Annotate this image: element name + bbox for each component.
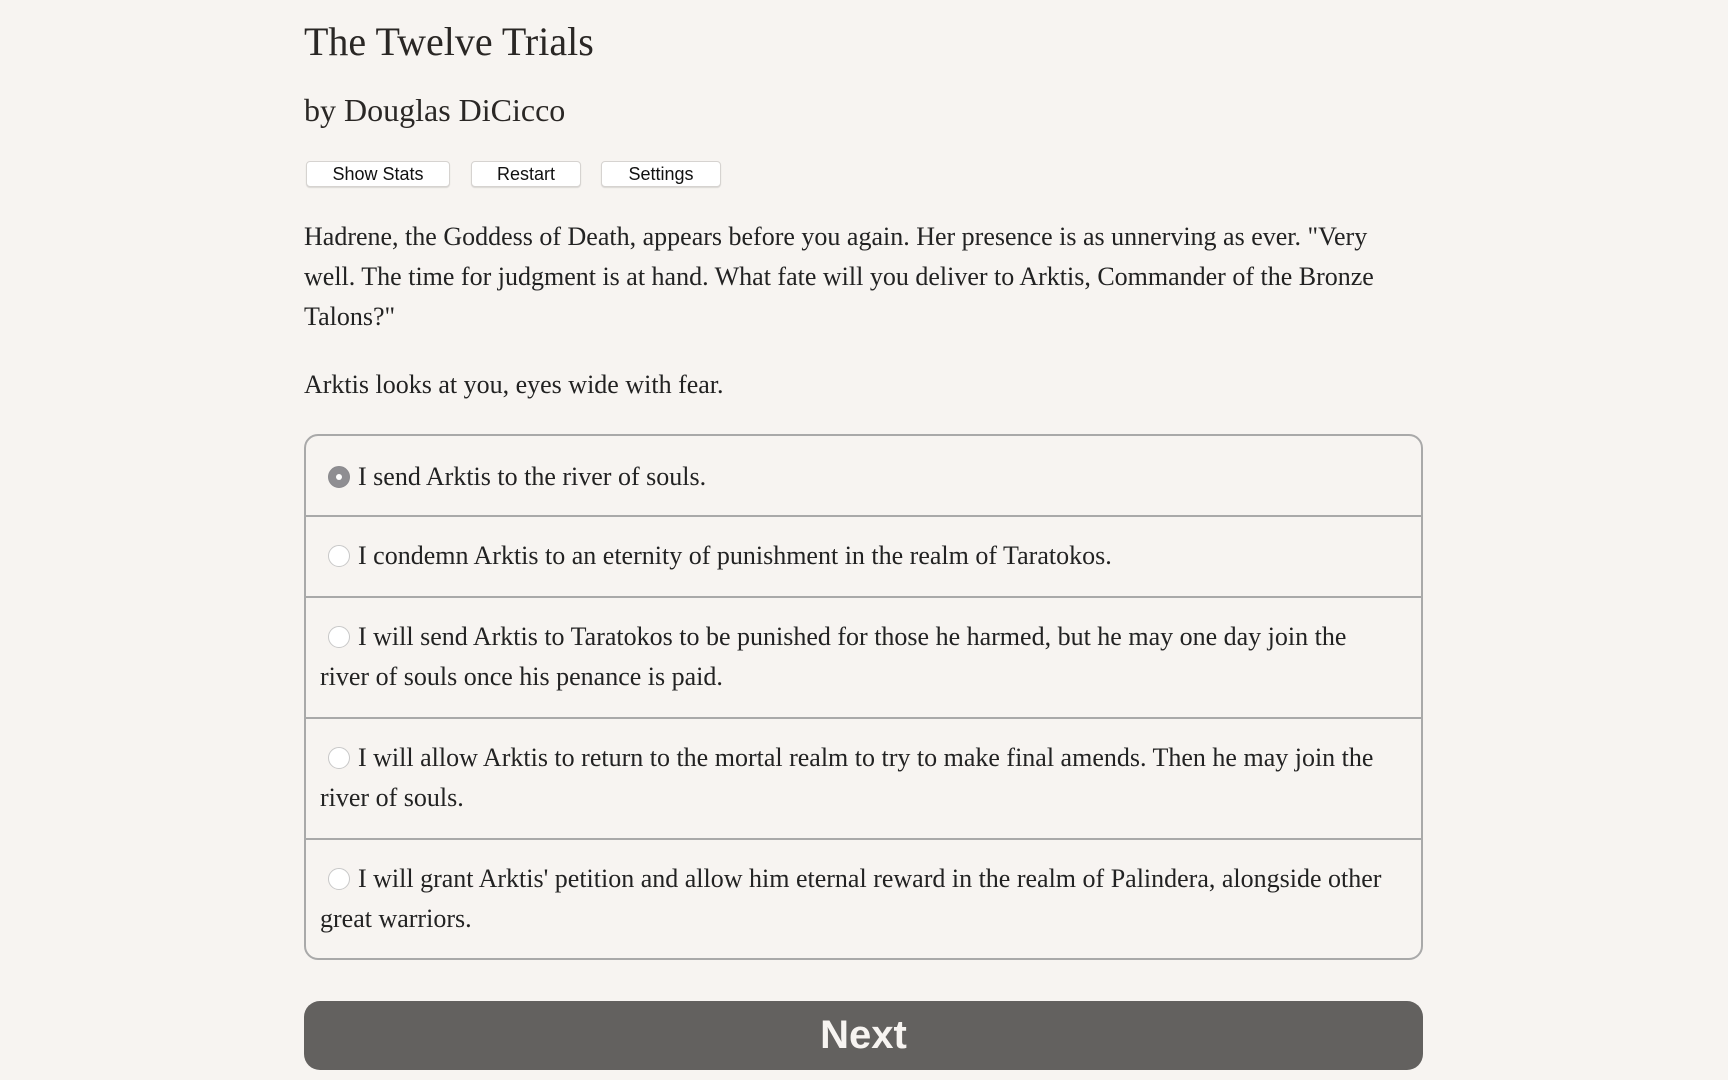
restart-button[interactable]: Restart <box>471 161 581 187</box>
game-title: The Twelve Trials <box>304 19 594 64</box>
choice-label: I will send Arktis to Taratokos to be punished for those he harmed, but he may one day join the river of souls once his penance is paid. <box>320 622 1347 691</box>
choice-label: I condemn Arktis to an eternity of punishment in the realm of Taratokos. <box>358 541 1112 570</box>
radio-icon[interactable] <box>328 545 350 567</box>
choice-option-3[interactable] <box>306 596 1421 717</box>
choice-option-1[interactable] <box>306 436 1421 517</box>
choice-label: I send Arktis to the river of souls. <box>358 462 707 491</box>
choice-option-2[interactable] <box>306 515 1421 596</box>
radio-icon[interactable] <box>328 626 350 648</box>
show-stats-button[interactable]: Show Stats <box>306 161 450 187</box>
choice-label: I will allow Arktis to return to the mortal realm to try to make final amends. Then he may join the river of souls. <box>320 743 1374 812</box>
next-button[interactable]: Next <box>304 1001 1423 1070</box>
choice-list <box>304 434 1423 960</box>
story-paragraph: Hadrene, the Goddess of Death, appears before you again. Her presence is as unnerving as ever. "Very well. The time for judgment is at hand. What fate will you deliver to Arktis, Commander of the Bronze Talons?" <box>304 222 1374 331</box>
choice-option-4[interactable] <box>306 717 1421 838</box>
choice-label: I will grant Arktis' petition and allow him eternal reward in the realm of Palindera, alongside other great warriors. <box>320 864 1382 933</box>
radio-icon[interactable] <box>328 747 350 769</box>
radio-icon[interactable] <box>328 868 350 890</box>
story-paragraph: Arktis looks at you, eyes wide with fear. <box>304 370 724 399</box>
settings-button[interactable]: Settings <box>601 161 721 187</box>
radio-selected-icon[interactable] <box>328 466 350 488</box>
choice-option-5[interactable] <box>306 838 1421 960</box>
game-author: by Douglas DiCicco <box>304 92 566 128</box>
